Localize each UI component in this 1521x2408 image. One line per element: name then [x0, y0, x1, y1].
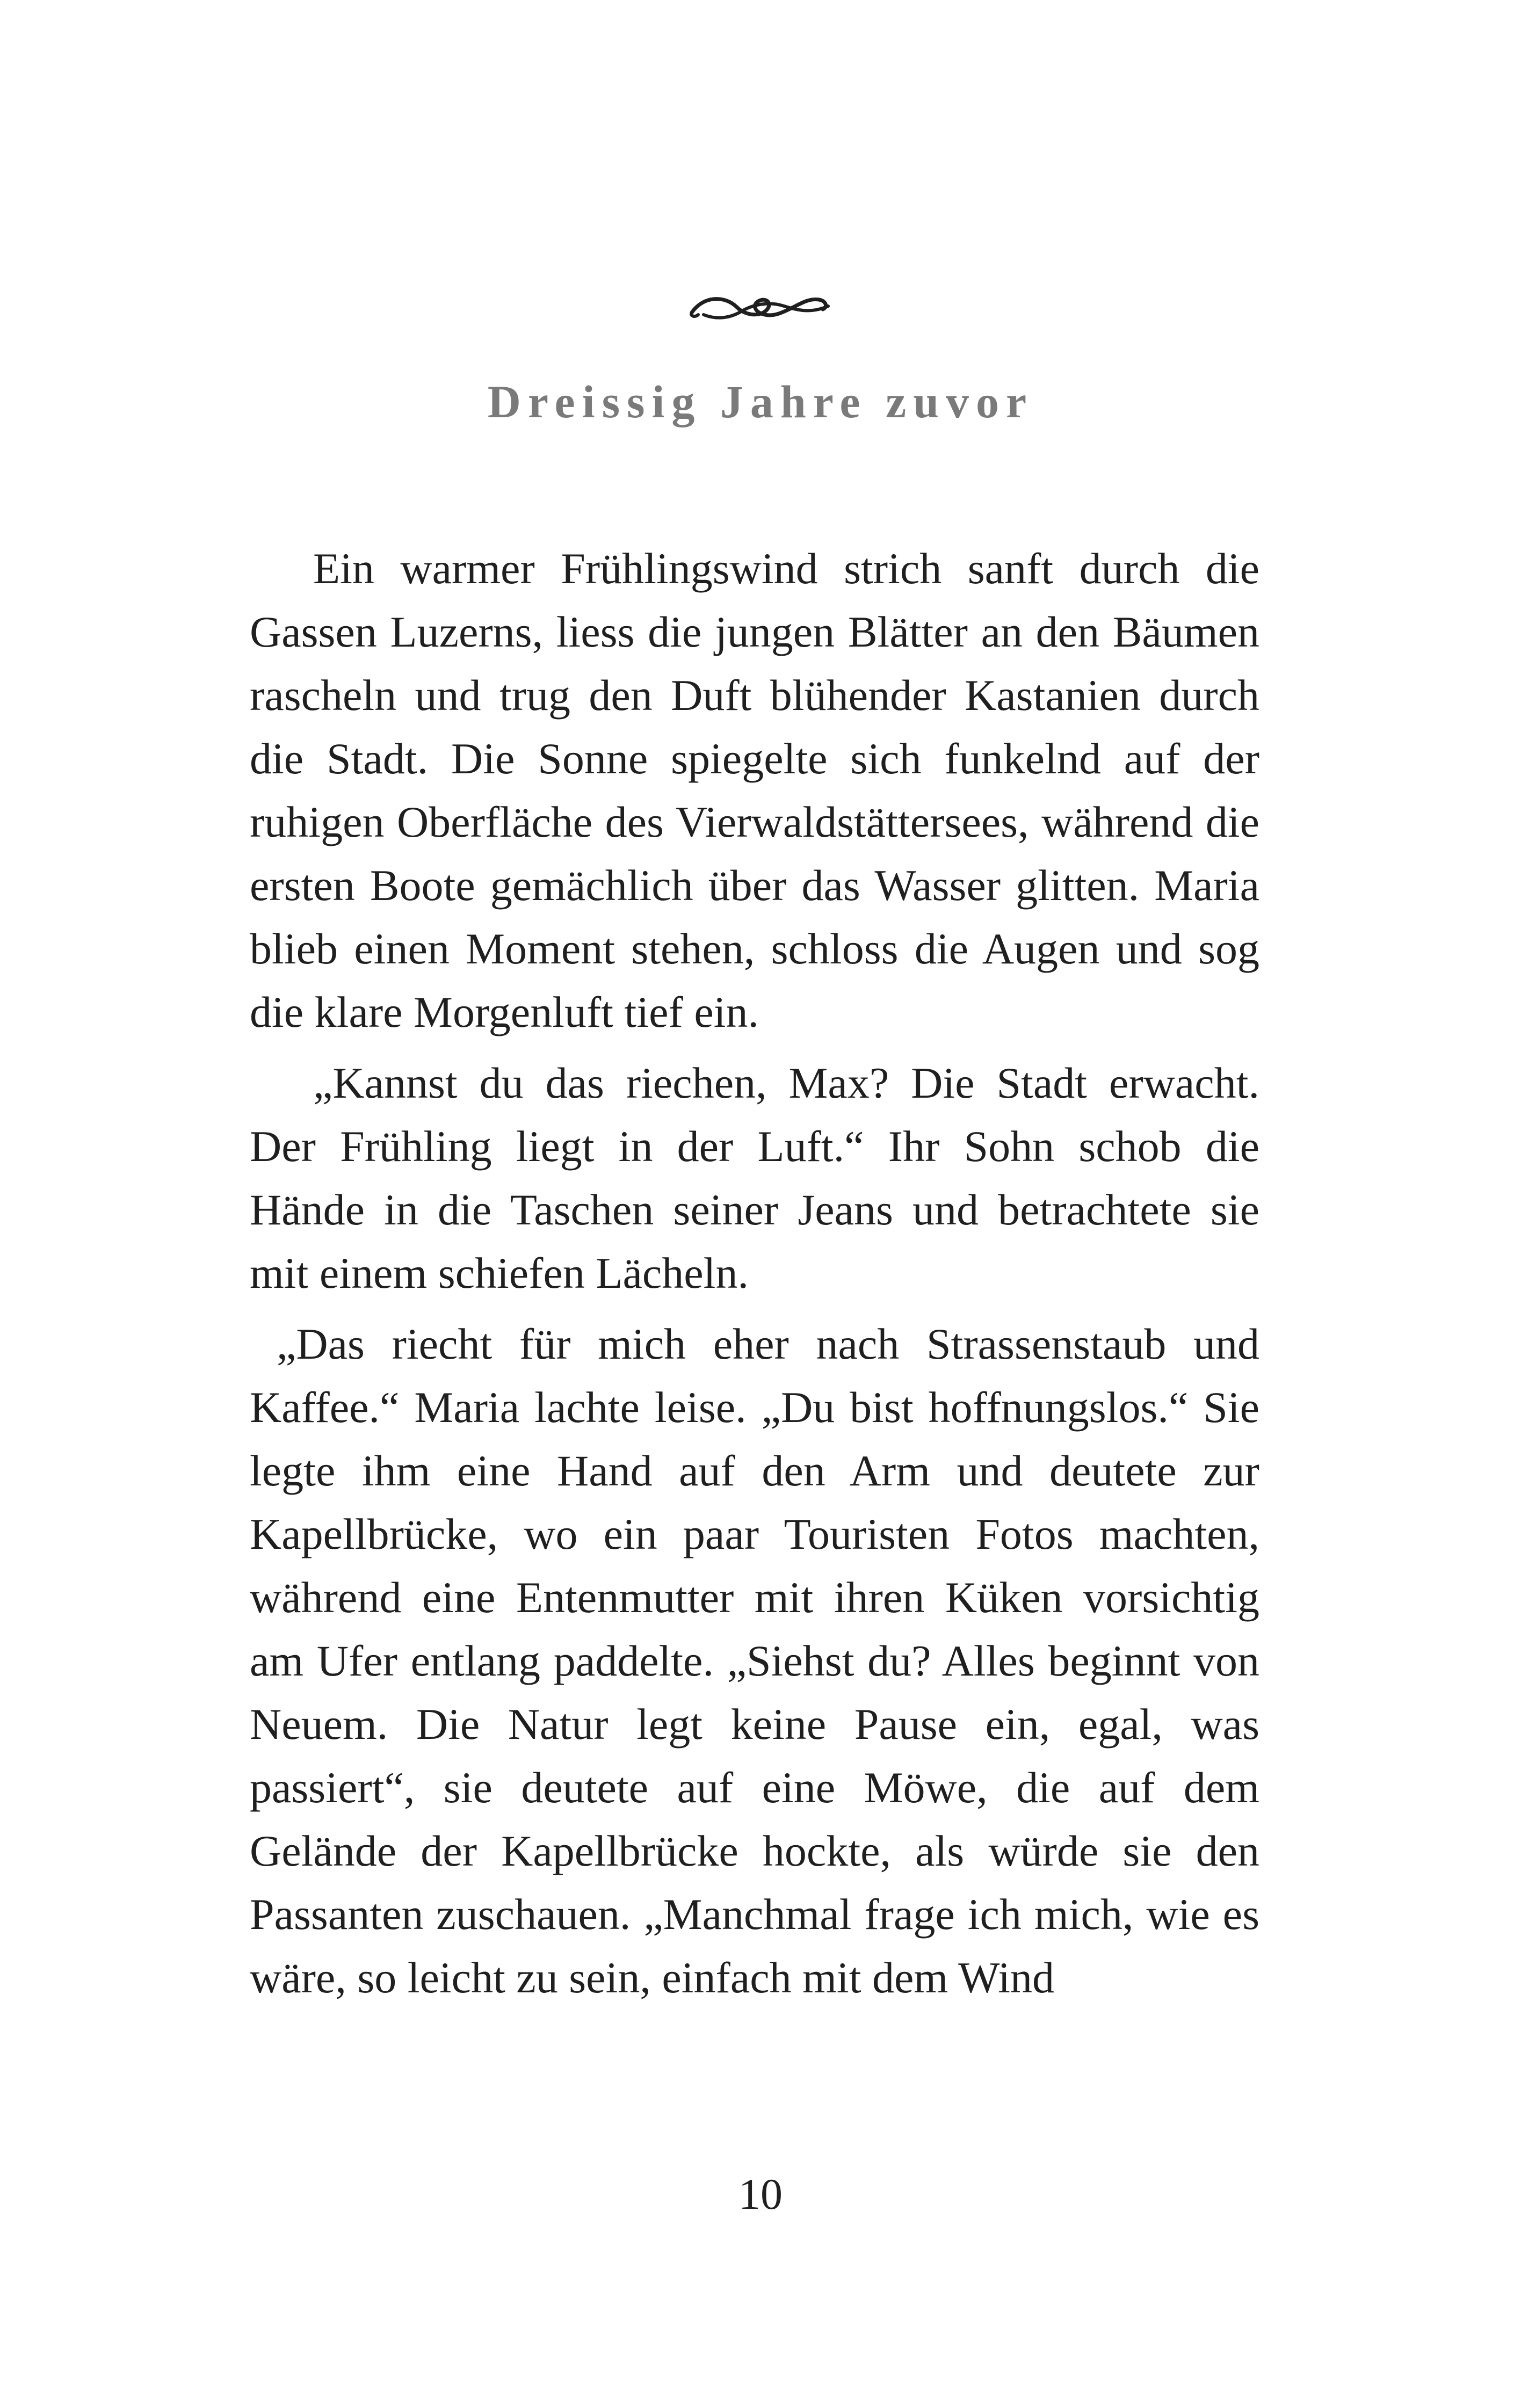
- paragraph-2: „Kannst du das riechen, Max? Die Stadt erwacht. Der Frühling liegt in der Luft.“ Ihr Sohn schob die Hände in die Taschen seiner Jeans und betrachtete sie mit einem schiefen Lächeln.: [250, 1058, 1259, 1297]
- swirl-flourish-icon: [687, 285, 832, 328]
- paragraph-3: „Das riecht für mich eher nach Strassenstaub und Kaffee.“ Maria lachte leise. „Du bist hoffnungslos.“ Sie legte ihm eine Hand auf den Arm und deutete zur Kapellbrücke, wo ein paar Touristen Fotos machten, während eine Entenmutter mit ihren Küken vorsichtig am Ufer entlang paddelte. „Siehst du? Alles beginnt von Neuem. Die Natur legt keine Pause ein, egal, was passiert“, sie deutete auf eine Möwe, die auf dem Gelände der Kapellbrücke hockte, als würde sie den Passanten zuschauen. „Manchmal frage ich mich, wie es wäre, so leicht zu sein, einfach mit dem Wind: [250, 1319, 1259, 2002]
- page-number: 10: [738, 2170, 783, 2218]
- body-text: [250, 537, 1259, 2010]
- chapter-heading: Dreissig Jahre zuvor: [487, 376, 1034, 427]
- paragraph-1: Ein warmer Frühlingswind strich sanft durch die Gassen Luzerns, liess die jungen Blätter an den Bäumen rascheln und trug den Duft blühender Kastanien durch die Stadt. Die Sonne spiegelte sich funkelnd auf der ruhigen Oberfläche des Vierwaldstättersees, während die ersten Boote gemächlich über das Wasser glitten. Maria blieb einen Moment stehen, schloss die Augen und sog die klare Morgenluft tief ein.: [250, 544, 1259, 1036]
